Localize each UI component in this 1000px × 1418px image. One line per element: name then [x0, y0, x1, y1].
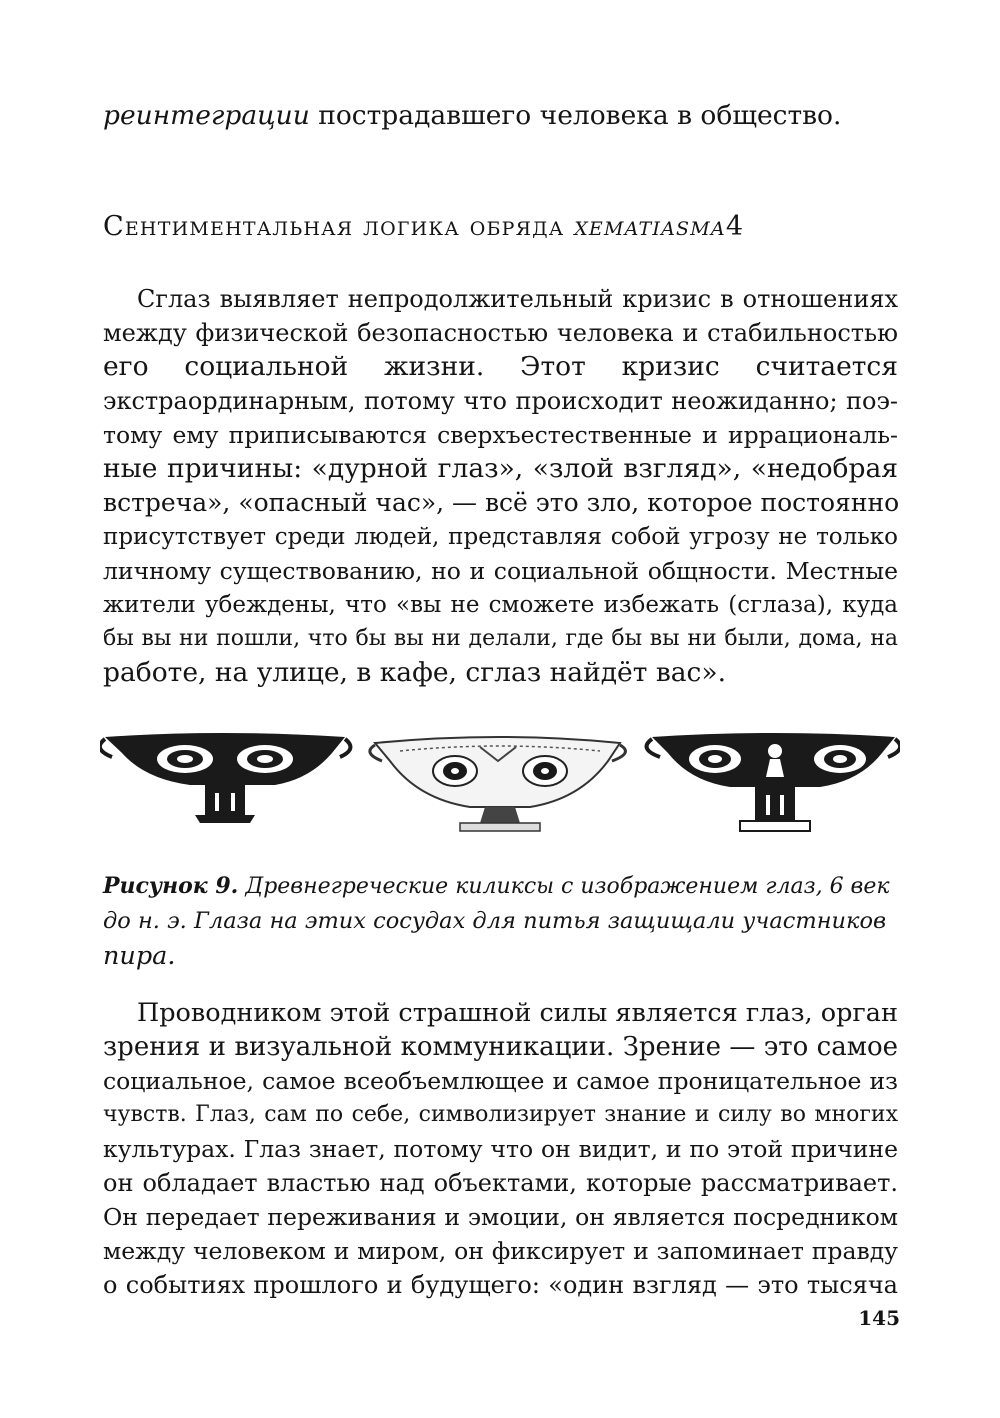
figure-caption-line	[103, 869, 898, 904]
heading-footnote-mark: 4	[725, 211, 745, 242]
figure-caption-line: до н. э. Глаза на этих сосудах для питья защищали участников	[103, 908, 887, 934]
p2-line: зрения и визуальной коммуникации. Зрение — это самое	[103, 1032, 898, 1062]
heading-italic-term: xematiasma	[574, 211, 726, 242]
kylix-center	[370, 737, 626, 831]
p1-line: жители убеждены, что «вы не сможете избежать (сглаза), куда	[103, 592, 898, 618]
p1-line: встреча», «опасный час», — всё это зло, которое постоянно	[103, 488, 900, 517]
p2-line: он обладает властью над объектами, которые рассматривает.	[103, 1169, 898, 1197]
p2-line: Проводником этой страшной силы является глаз, орган	[137, 998, 898, 1028]
p2-line: чувств. Глаз, сам по себе, символизирует знание и силу во многих	[103, 1102, 898, 1127]
intro-rest: пострадавшего человека в общество.	[309, 100, 842, 131]
kylix-left	[100, 733, 350, 823]
p1-line: экстраординарным, потому что происходит неожиданно; поэ-	[103, 387, 898, 415]
section-heading	[103, 207, 903, 247]
intro-line	[103, 99, 898, 133]
p1-line: присутствует среди людей, представляя собой угрозу не только	[103, 524, 898, 550]
p1-line: ные причины: «дурной глаз», «злой взгляд», «недобрая	[103, 453, 898, 484]
kylix-right	[647, 733, 900, 831]
p1-line: Сглаз выявляет непродолжительный кризис в отношениях	[137, 285, 898, 313]
caption-text: Древнегреческие киликсы с изображением глаз, 6 век	[238, 874, 890, 899]
p1-line: работе, на улице, в кафе, сглаз найдёт вас».	[103, 657, 727, 688]
p2-line: о событиях прошлого и будущего: «один взгляд — это тысяча	[103, 1271, 898, 1299]
p1-line: личному существованию, но и социальной общности. Местные	[103, 557, 898, 585]
p2-line: между человеком и миром, он фиксирует и запоминает правду	[103, 1237, 898, 1265]
caption-label: Рисунок 9.	[103, 873, 239, 899]
p2-line: социальное, самое всеобъемлющее и самое проницательное из	[103, 1067, 898, 1095]
p2-line: Он передает переживания и эмоции, он является посредником	[103, 1203, 898, 1231]
kylikes-figure	[100, 727, 900, 839]
p1-line: его социальной жизни. Этот кризис считается	[103, 351, 898, 382]
p1-line: бы вы ни пошли, что бы вы ни делали, где бы вы ни были, дома, на	[103, 626, 898, 651]
p1-line: между физической безопасностью человека и стабильностью	[103, 319, 898, 347]
intro-italic-word: реинтеграции	[103, 100, 310, 131]
page-number: 145	[858, 1306, 900, 1330]
figure-caption-line: пира.	[103, 941, 176, 971]
p1-line: тому ему приписываются сверхъестественные и иррациональ-	[103, 421, 898, 449]
p2-line: культурах. Глаз знает, потому что он видит, и по этой причине	[103, 1135, 898, 1163]
heading-main: Сентиментальная логика обряда	[103, 211, 575, 242]
